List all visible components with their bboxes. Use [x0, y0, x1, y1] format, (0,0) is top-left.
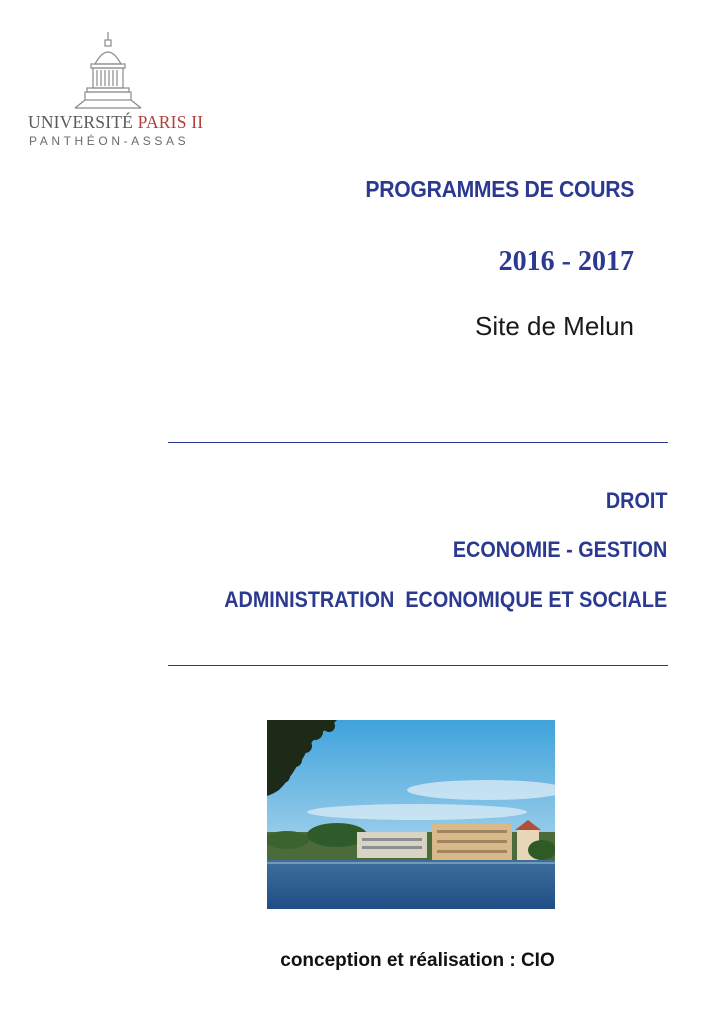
page-title: PROGRAMMES DE COURS [365, 176, 634, 202]
university-logo [28, 30, 204, 150]
academic-year: 2016 - 2017 [498, 246, 634, 277]
campus-photo [267, 720, 555, 909]
university-subtitle: PANTHÉON-ASSAS [29, 134, 190, 148]
university-prefix: UNIVERSITÉ [28, 112, 134, 132]
discipline-aes: ADMINISTRATION ECONOMIQUE ET SOCIALE [224, 587, 667, 612]
pantheon-dome-icon [73, 30, 143, 110]
credit-line: conception et réalisation : CIO [280, 950, 555, 971]
discipline-economie-gestion: ECONOMIE - GESTION [452, 537, 667, 562]
site-name: Site de Melun [475, 311, 634, 341]
divider-bottom [168, 665, 668, 666]
divider-top [168, 442, 668, 443]
university-name [28, 112, 204, 133]
discipline-droit: DROIT [605, 488, 667, 513]
university-suffix: PARIS II [137, 112, 204, 132]
